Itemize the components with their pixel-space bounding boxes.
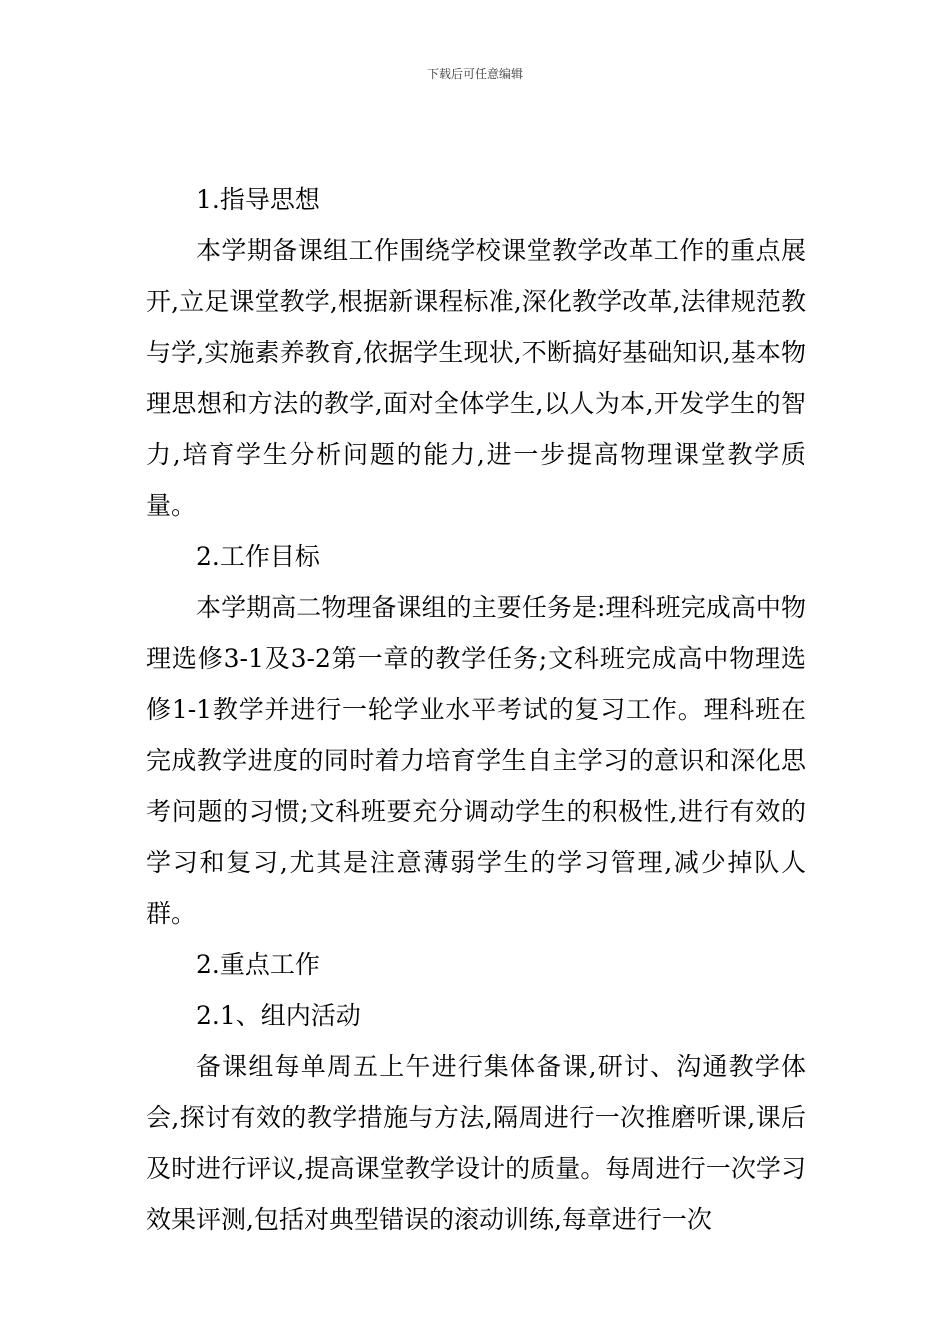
- section-heading-work-goals: 2.工作目标: [196, 542, 320, 571]
- document-body: [146, 174, 806, 1245]
- paragraph-work-goals: 本学期高二物理备课组的主要任务是:理科班完成高中物理选修3-1及3-2第一章的教学任务;文科班完成高中物理选修1-1教学并进行一轮学业水平考试的复习工作。理科班在完成教学进度的同时着力培育学生自主学习的意识和深化思考问题的习惯;文科班要充分调动学生的积极性,进行有效的学习和复习,尤其是注意薄弱学生的学习管理,减少掉队人群。: [146, 593, 806, 928]
- section-heading-key-work: 2.重点工作: [196, 950, 320, 979]
- paragraph-group-activities: 备课组每单周五上午进行集体备课,研讨、沟通教学体会,探讨有效的教学措施与方法,隔周进行一次推磨听课,课后及时进行评议,提高课堂教学设计的质量。每周进行一次学习效果评测,包括对典型错误的滚动训练,每章进行一次: [146, 1052, 806, 1234]
- page-header: 下载后可任意编辑: [426, 67, 523, 81]
- subsection-heading-group-activities: 2.1、组内活动: [196, 1001, 361, 1030]
- paragraph-guiding-ideology: 本学期备课组工作围绕学校课堂教学改革工作的重点展开,立足课堂教学,根据新课程标准,深化教学改革,法律规范教与学,实施素养教育,依据学生现状,不断搞好基础知识,基本物理思想和方法的教学,面对全体学生,以人为本,开发学生的智力,培育学生分析问题的能力,进一步提高物理课堂教学质量。: [146, 236, 806, 520]
- section-heading-guiding-ideology: 1.指导思想: [196, 185, 320, 214]
